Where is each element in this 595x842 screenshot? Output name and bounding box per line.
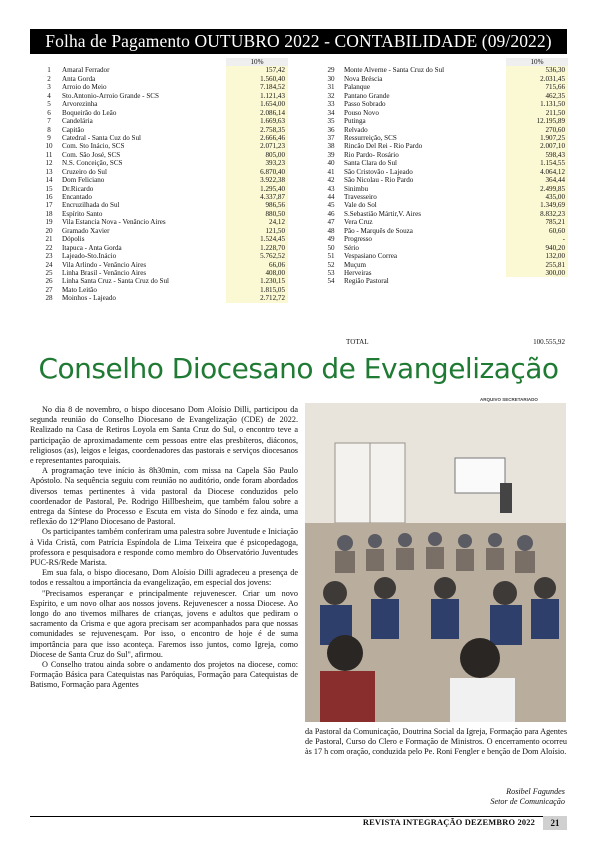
table-row <box>38 252 288 260</box>
row-parish: Espírito Santo <box>62 209 103 218</box>
row-value: 2.086,14 <box>226 109 288 117</box>
row-value: 1.121,43 <box>226 92 288 100</box>
author-signature <box>490 787 565 807</box>
table-row <box>320 168 568 176</box>
table-row <box>320 261 568 269</box>
paragraph: Em sua fala, o bispo diocesano, Dom Aloísio Dilli agradeceu a presença de todos e ressaltou a importância da evangelização, em especial dos jovens: <box>30 568 298 588</box>
row-number: 20 <box>45 226 53 235</box>
table-row <box>38 134 288 142</box>
table-row <box>320 252 568 260</box>
row-value: 157,42 <box>226 66 288 74</box>
auditorium-illustration <box>305 403 566 722</box>
row-number: 33 <box>327 100 335 109</box>
total-value: 100.555,92 <box>533 338 565 346</box>
row-number: 39 <box>327 150 335 159</box>
row-value: 132,00 <box>506 252 568 260</box>
row-number: 38 <box>327 142 335 151</box>
row-value: 598,43 <box>506 151 568 159</box>
row-parish: Amaral Ferrador <box>62 66 110 75</box>
row-parish: Gramado Xavier <box>62 226 110 235</box>
row-value: 1.154,55 <box>506 159 568 167</box>
row-value: 1.295,40 <box>226 185 288 193</box>
row-number: 6 <box>47 108 51 117</box>
row-number: 1 <box>47 66 51 75</box>
row-value: 2.666,46 <box>226 134 288 142</box>
row-parish: Pantano Grande <box>344 91 390 100</box>
table-header <box>320 58 568 66</box>
percent-header: 10% <box>226 58 288 66</box>
row-number: 42 <box>327 176 335 185</box>
row-number: 22 <box>45 243 53 252</box>
row-number: 28 <box>45 294 53 303</box>
table-row <box>320 235 568 243</box>
row-number: 26 <box>45 277 53 286</box>
table-row <box>38 218 288 226</box>
table-banner: Folha de Pagamento OUTUBRO 2022 - CONTABILIDADE (09/2022) <box>30 29 567 54</box>
table-row <box>320 193 568 201</box>
table-row <box>320 244 568 252</box>
row-value: 408,00 <box>226 269 288 277</box>
row-value: 2.031,45 <box>506 75 568 83</box>
table-row <box>38 193 288 201</box>
row-parish: Rio Pardo- Rosário <box>344 150 399 159</box>
row-parish: Anta Gorda <box>62 74 96 83</box>
row-number: 15 <box>45 184 53 193</box>
row-parish: Sto.Antonio-Arroio Grande - SCS <box>62 91 159 100</box>
table-row <box>320 75 568 83</box>
row-parish: Sério <box>344 243 359 252</box>
row-number: 44 <box>327 193 335 201</box>
table-row <box>320 201 568 209</box>
row-parish: Muçum <box>344 260 367 269</box>
row-number: 25 <box>45 268 53 277</box>
row-number: 47 <box>327 218 335 227</box>
table-row <box>38 277 288 285</box>
row-parish: Pão - Marquês de Souza <box>344 226 413 235</box>
row-number: 41 <box>327 167 335 176</box>
row-number: 49 <box>327 235 335 244</box>
row-parish: Ressurreição, SCS <box>344 133 397 142</box>
row-number: 14 <box>45 176 53 185</box>
row-value: 2.007,10 <box>506 142 568 150</box>
row-parish: Dópolis <box>62 235 85 244</box>
row-number: 24 <box>45 260 53 269</box>
row-value: 12.195,89 <box>506 117 568 125</box>
table-row <box>320 100 568 108</box>
row-parish: Vera Cruz <box>344 218 373 227</box>
row-value: 880,50 <box>226 210 288 218</box>
row-number: 17 <box>45 201 53 210</box>
row-parish: Nova Bréscia <box>344 74 383 83</box>
paragraph: da Pastoral da Comunicação, Doutrina Social da Igreja, Formação para Agentes de Pastoral, Curso do Clero e Formação de Ministros. O encerramento ocorreu às 17 h com oração, conduzida pelo Pe. Roni Fengler e benção de Dom Aloísio. <box>305 727 567 757</box>
percent-header: 10% <box>506 58 568 66</box>
row-value: 60,60 <box>506 227 568 235</box>
row-number: 36 <box>327 125 335 134</box>
row-parish: Santa Clara do Sul <box>344 159 397 168</box>
paragraph: O Conselho tratou ainda sobre o andamento dos projetos na diocese, como: Formação Básica para Catequistas nas Paróquias, Formação para Catequistas de Batismo, Formação para Agentes <box>30 660 298 690</box>
table-row <box>320 92 568 100</box>
row-value: 1.524,45 <box>226 235 288 243</box>
table-row <box>38 159 288 167</box>
row-number: 16 <box>45 193 53 201</box>
row-number: 54 <box>327 277 335 286</box>
row-value: 462,35 <box>506 92 568 100</box>
row-value: 211,50 <box>506 109 568 117</box>
author-role: Setor de Comunicação <box>490 797 565 807</box>
paragraph: Os participantes também conferiram uma palestra sobre Juventude e Iniciação à Vida Cristã, com Patrícia Espíndola de Lima Teixeira que é psicopedagoga, professora e pesquisadora e responde como membro do Observatório Juventudes PUC-RS/Rede Marista. <box>30 527 298 568</box>
row-value: 2.712,72 <box>226 294 288 302</box>
row-parish: Itapuca - Anta Gorda <box>62 243 122 252</box>
table-row <box>38 117 288 125</box>
row-number: 5 <box>47 100 51 109</box>
row-value: 805,00 <box>226 151 288 159</box>
total-label: TOTAL <box>346 338 369 346</box>
row-parish: São Nicolau - Rio Pardo <box>344 176 414 185</box>
row-number: 8 <box>47 125 51 134</box>
row-parish: Vila Arlindo - Venâncio Aires <box>62 260 147 269</box>
row-number: 11 <box>45 150 53 159</box>
row-parish: Dom Feliciano <box>62 176 105 185</box>
row-value: 1.560,40 <box>226 75 288 83</box>
table-row <box>38 185 288 193</box>
row-number: 27 <box>45 285 53 294</box>
row-number: 35 <box>327 117 335 126</box>
row-value: 270,60 <box>506 126 568 134</box>
row-parish: Encruzilhada do Sul <box>62 201 120 210</box>
table-row <box>320 269 568 277</box>
row-number: 23 <box>45 252 53 261</box>
row-number: 50 <box>327 243 335 252</box>
row-number: 40 <box>327 159 335 168</box>
row-value: 1.349,69 <box>506 201 568 209</box>
row-value: 6.870,40 <box>226 168 288 176</box>
row-value: 3.922,38 <box>226 176 288 184</box>
row-parish: Rincão Del Rei - Rio Pardo <box>344 142 423 151</box>
row-value: 4.064,12 <box>506 168 568 176</box>
paragraph: A programação teve início às 8h30min, com missa na Capela São Paulo Apóstolo. Na sequência seguiu com reunião no auditório, onde foram abordados diversos temas pertinentes à vida pastoral da Diocese conduzidos pelo coordenador de Pastoral, Pe. Rodrigo Hillbesheim, que também falou sobre a entrega da Síntese do Processo e Escuta em vista do Sínodo e fez ainda, uma reflexão do 12ºPlano Diocesano de Pastoral. <box>30 466 298 527</box>
row-number: 52 <box>327 260 335 269</box>
table-row <box>38 151 288 159</box>
row-number: 53 <box>327 268 335 277</box>
row-parish: Pouso Novo <box>344 108 379 117</box>
row-number: 32 <box>327 91 335 100</box>
row-parish: Boqueirão do Leão <box>62 108 117 117</box>
row-value: 8.832,23 <box>506 210 568 218</box>
row-parish: Travesseiro <box>344 193 377 201</box>
table-row <box>38 126 288 134</box>
row-number: 31 <box>327 83 335 92</box>
row-parish: Linha Brasil - Venâncio Aires <box>62 268 147 277</box>
row-number: 34 <box>327 108 335 117</box>
row-parish: Vale do Sol <box>344 201 377 210</box>
article-body-right <box>305 727 567 758</box>
row-parish: Monte Alverne - Santa Cruz do Sul <box>344 66 445 75</box>
row-value: 435,00 <box>506 193 568 201</box>
row-number: 19 <box>45 218 53 227</box>
table-row <box>38 168 288 176</box>
row-number: 3 <box>47 83 51 92</box>
row-number: 2 <box>47 74 51 83</box>
table-row <box>320 151 568 159</box>
payroll-table-right <box>320 58 568 286</box>
table-row <box>320 227 568 235</box>
row-number: 9 <box>47 133 51 142</box>
row-value: 364,44 <box>506 176 568 184</box>
row-parish: S.Sebastião Mártir,V. Aires <box>344 209 422 218</box>
row-parish: Região Pastoral <box>344 277 389 286</box>
article-body-left <box>30 405 298 691</box>
row-number: 29 <box>327 66 335 75</box>
row-number: 37 <box>327 133 335 142</box>
table-row <box>38 294 288 302</box>
table-row <box>320 66 568 74</box>
row-parish: Com. São José, SCS <box>62 150 121 159</box>
row-value: 24,12 <box>226 218 288 226</box>
article-title: Conselho Diocesano de Evangelização <box>38 352 559 385</box>
row-parish: Vespasiano Correa <box>344 252 397 261</box>
row-number: 45 <box>327 201 335 210</box>
row-value: 2.071,23 <box>226 142 288 150</box>
row-parish: N.S. Conceição, SCS <box>62 159 123 168</box>
row-value: 986,56 <box>226 201 288 209</box>
row-value: 4.337,87 <box>226 193 288 201</box>
row-parish: Sinimbu <box>344 184 369 193</box>
table-row <box>320 218 568 226</box>
row-value: 2.758,35 <box>226 126 288 134</box>
row-parish: Moinhos - Lajeado <box>62 294 116 303</box>
row-value: 1.131,50 <box>506 100 568 108</box>
row-value: 940,20 <box>506 244 568 252</box>
row-number: 43 <box>327 184 335 193</box>
photo-credit: ARQUIVO SECRETARIADO <box>480 397 538 402</box>
row-value: 5.762,52 <box>226 252 288 260</box>
row-number: 21 <box>45 235 53 244</box>
row-parish: Arroio do Meio <box>62 83 107 92</box>
row-parish: Progresso <box>344 235 372 244</box>
row-parish: Mato Leitão <box>62 285 97 294</box>
row-value: 2.499,85 <box>506 185 568 193</box>
row-value: 785,21 <box>506 218 568 226</box>
row-value: 1.228,70 <box>226 244 288 252</box>
author-name: Rosibel Fagundes <box>506 787 565 796</box>
table-row <box>320 185 568 193</box>
table-row <box>38 66 288 74</box>
table-row <box>38 176 288 184</box>
row-parish: Passo Sobrado <box>344 100 386 109</box>
row-value: 393,23 <box>226 159 288 167</box>
table-row <box>38 210 288 218</box>
row-parish: São Cristovão - Lajeado <box>344 167 413 176</box>
table-row <box>38 261 288 269</box>
table-row <box>38 75 288 83</box>
row-value: 1.669,63 <box>226 117 288 125</box>
row-number: 12 <box>45 159 53 168</box>
payroll-table-left <box>38 58 288 303</box>
row-number: 48 <box>327 226 335 235</box>
table-row <box>38 269 288 277</box>
table-row <box>320 134 568 142</box>
row-value: - <box>506 235 568 243</box>
table-row <box>320 277 568 285</box>
row-parish: Cruzeiro do Sul <box>62 167 107 176</box>
footer-title: REVISTA INTEGRAÇÃO DEZEMBRO 2022 <box>362 818 535 827</box>
table-row <box>38 83 288 91</box>
table-row <box>320 210 568 218</box>
row-value: 715,66 <box>506 83 568 91</box>
table-row <box>38 92 288 100</box>
row-number: 13 <box>45 167 53 176</box>
row-parish: Lajeado-Sto.Inácio <box>62 252 117 261</box>
table-row <box>38 286 288 294</box>
row-parish: Com. Sto Inácio, SCS <box>62 142 125 151</box>
row-parish: Capitão <box>62 125 85 134</box>
row-number: 7 <box>47 117 51 126</box>
row-parish: Putinga <box>344 117 366 126</box>
table-row <box>320 176 568 184</box>
row-parish: Dr.Ricardo <box>62 184 94 193</box>
row-number: 51 <box>327 252 335 261</box>
meeting-photo <box>305 403 566 722</box>
table-row <box>38 244 288 252</box>
row-parish: Encantado <box>62 193 92 201</box>
row-number: 18 <box>45 209 53 218</box>
row-parish: Herveiras <box>344 268 372 277</box>
paragraph: No dia 8 de novembro, o bispo diocesano Dom Aloísio Dilli, participou da segunda reunião do Conselho Diocesano de Evangelização (CDE) de 2022. Realizado na Casa de Retiros Loyola em Santa Cruz do Sul, o encontro teve a participação de aproximadamente cem pessoas entre elas presbíteros, diáconos, religiosos (as), leigos e leigas, coordenadores das pastorais e serviços diocesanos e representantes paroquiais. <box>30 405 298 466</box>
row-value: 255,81 <box>506 261 568 269</box>
row-value: 121,50 <box>226 227 288 235</box>
row-parish: Catedral - Santa Cuz do Sul <box>62 133 142 142</box>
table-row <box>38 201 288 209</box>
row-parish: Arvorezinha <box>62 100 98 109</box>
row-value: 1.230,15 <box>226 277 288 285</box>
row-value: 7.184,52 <box>226 83 288 91</box>
row-number: 46 <box>327 209 335 218</box>
table-row <box>38 100 288 108</box>
row-value: 1.907,25 <box>506 134 568 142</box>
table-row <box>320 159 568 167</box>
table-header <box>38 58 288 66</box>
quote-paragraph: "Precisamos esperançar e principalmente rejuvenescer. Criar um novo Espírito, e um novo olhar aos nossos jovens. Rejuvenescer a nossa Diocese. Ao longo do ano tivemos milhares de crianças, jovens e adultos que pediram o sacramento da Crisma e que agora precisam ser acompanhados para que nossas comunidades se rejuvenesçam. Por isso, o encontro de hoje é de suma importância para que isso aconteça. Faremos isso juntos, como Igreja, como Diocese de Santa Cruz do Sul", afirmou. <box>30 588 298 659</box>
row-value: 1.654,00 <box>226 100 288 108</box>
row-value: 536,30 <box>506 66 568 74</box>
table-row <box>320 126 568 134</box>
row-value: 300,00 <box>506 269 568 277</box>
row-value: 1.815,05 <box>226 286 288 294</box>
row-parish: Vila Estancia Nova - Venâncio Aires <box>62 218 166 227</box>
row-number: 4 <box>47 91 51 100</box>
row-value: 66,06 <box>226 261 288 269</box>
table-row <box>38 235 288 243</box>
row-parish: Palanque <box>344 83 371 92</box>
table-row <box>38 227 288 235</box>
row-parish: Relvado <box>344 125 368 134</box>
table-row <box>38 109 288 117</box>
page-number: 21 <box>543 816 567 830</box>
row-parish: Linha Santa Cruz - Santa Cruz do Sul <box>62 277 169 286</box>
footer-divider <box>30 816 567 817</box>
table-row <box>320 83 568 91</box>
table-row <box>320 142 568 150</box>
table-row <box>320 117 568 125</box>
row-parish: Candelária <box>62 117 93 126</box>
row-number: 30 <box>327 74 335 83</box>
table-row <box>38 142 288 150</box>
row-number: 10 <box>45 142 53 151</box>
table-row <box>320 109 568 117</box>
